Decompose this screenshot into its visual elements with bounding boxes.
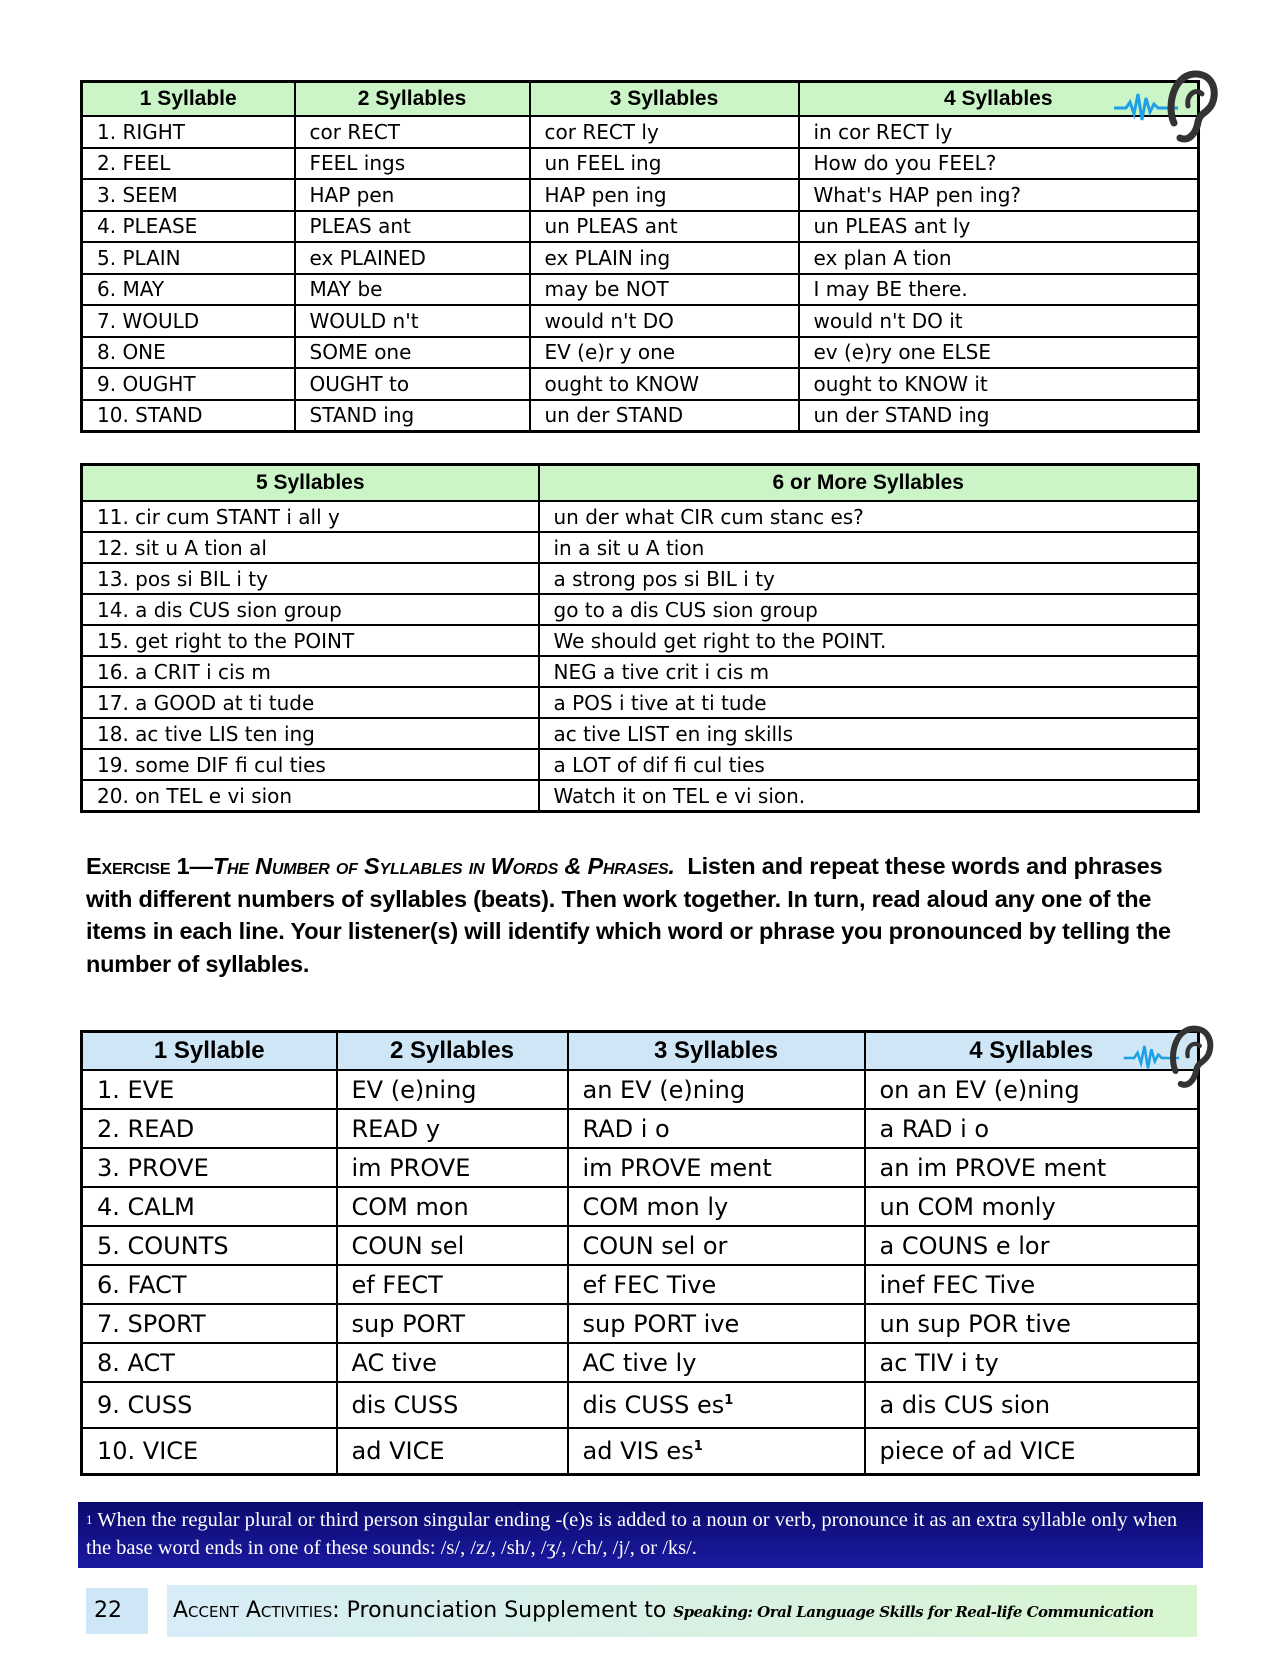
cell-text: dis CUSS [351,1391,459,1419]
table-cell [295,400,530,432]
table-cell [82,1265,337,1304]
table-cell [530,148,799,180]
cell-text: 1. RIGHT [97,119,185,144]
cell-text: NEG a tive crit i cis m [553,659,770,684]
table-cell [337,1070,568,1109]
table-cell [799,305,1199,337]
table-cell [568,1109,865,1148]
cell-text: un der STAND [544,403,684,428]
cell-text: How do you FEEL? [813,151,997,176]
table-row [82,1109,1199,1148]
footnote-text: When the regular plural or third person singular ending -(e)s is added to a noun or verb, pronounce it as an extra syllable only when the base word ends in one of these sounds: /s/, /z/, /sh/, /ʒ/, /ch/, /j/, or /ks/. [86,1509,1178,1559]
cell-text: HAP pen [309,182,395,207]
table-cell [82,368,295,400]
table-cell [82,1382,337,1428]
table-cell [337,1226,568,1265]
table-row [82,718,1199,749]
table-cell [82,656,539,687]
table-cell [82,1148,337,1187]
page-number: 22 [86,1588,148,1634]
cell-text: im PROVE [351,1153,471,1182]
table-cell [539,501,1199,532]
table-row [82,116,1199,148]
cell-text: a RAD i o [879,1114,990,1143]
cell-text: 4. CALM [97,1192,195,1221]
table-row [82,337,1199,369]
cell-text: a dis CUS sion [879,1391,1051,1419]
table-cell [539,780,1199,812]
cell-text: an EV (e)ning [582,1075,746,1104]
cell-text: ex plan A tion [813,245,952,270]
cell-text: 17. a GOOD at ti tude [97,690,315,715]
table-cell [337,1148,568,1187]
table-cell [82,116,295,148]
table-cell [337,1187,568,1226]
table-cell [82,780,539,812]
table-row [82,148,1199,180]
table-cell [568,1382,865,1428]
table-cell [799,274,1199,306]
cell-text: would n't DO it [813,308,963,333]
header-cell: 4 Syllables [799,82,1199,117]
cell-text: ac tive LIST en ing skills [553,721,794,746]
table-cell [530,305,799,337]
cell-text: 4. PLEASE [97,214,198,239]
table-header-row [82,82,1199,117]
table-cell [799,337,1199,369]
table-cell [82,179,295,211]
table-cell [337,1428,568,1475]
cell-text: ad VIS es [582,1437,694,1465]
table-cell [568,1265,865,1304]
cell-text: a LOT of dif fi cul ties [553,752,765,777]
table-cell [568,1304,865,1343]
ear-soundwave-icon [1122,1022,1217,1094]
cell-text: 20. on TEL e vi sion [97,783,293,808]
table-cell [82,594,539,625]
table-cell [530,179,799,211]
cell-text: 14. a dis CUS sion group [97,597,342,622]
header-cell: 3 Syllables [568,1032,865,1071]
table-cell [865,1109,1199,1148]
cell-text: STAND ing [309,403,415,428]
footnote-ref: 1 [724,1393,734,1408]
cell-text: 6. FACT [97,1270,187,1299]
header-cell: 2 Syllables [337,1032,568,1071]
table-cell [799,179,1199,211]
cell-text: 9. CUSS [97,1391,193,1419]
table-cell [82,1304,337,1343]
cell-text: 9. OUGHT [97,371,196,396]
table-cell [568,1226,865,1265]
cell-text: What's HAP pen ing? [813,182,1022,207]
table-cell [530,211,799,243]
cell-text: 13. pos si BIL i ty [97,566,268,591]
table-cell [865,1382,1199,1428]
exercise-label: Exercise 1— [86,853,213,879]
cell-text: ex PLAIN ing [544,245,671,270]
cell-text: EV (e)r y one [544,340,676,365]
table-row [82,780,1199,812]
cell-text: 10. STAND [97,403,203,428]
cell-text: We should get right to the POINT. [553,628,887,653]
cell-text: un PLEAS ant [544,214,678,239]
table-cell [82,400,295,432]
table-row [82,625,1199,656]
cell-text: ef FECT [351,1270,443,1299]
exercise-title: The Number of Syllables in Words & Phrases. [212,853,675,879]
table-row [82,594,1199,625]
table-cell [82,274,295,306]
cell-text: cor RECT [309,119,401,144]
footnote-mark: 1 [86,1512,93,1527]
cell-text: COUN sel or [582,1231,728,1260]
cell-text: Watch it on TEL e vi sion. [553,783,806,808]
table-row [82,1226,1199,1265]
cell-text: ef FEC Tive [582,1270,717,1299]
cell-text: would n't DO [544,308,674,333]
cell-text: inef FEC Tive [879,1270,1036,1299]
table-cell [539,625,1199,656]
table-header-row [82,1032,1199,1071]
table-cell [82,532,539,563]
cell-text: 8. ACT [97,1348,175,1377]
cell-text: MAY be [309,277,383,302]
cell-text: 5. PLAIN [97,245,181,270]
table-cell [337,1109,568,1148]
cell-text: 2. FEEL [97,151,171,176]
cell-text: EV (e)ning [351,1075,477,1104]
cell-text: COM mon ly [582,1192,729,1221]
table-row [82,532,1199,563]
cell-text: 18. ac tive LIS ten ing [97,721,315,746]
table-cell [82,718,539,749]
table-cell [568,1070,865,1109]
table-cell [799,211,1199,243]
cell-text: 19. some DIF fi cul ties [97,752,326,777]
header-cell: 1 Syllable [82,1032,337,1071]
table-cell [865,1428,1199,1475]
book-title: Speaking: Oral Language Skills for Real-life Communication [673,1603,1154,1621]
table-cell [568,1428,865,1475]
table-cell [82,749,539,780]
cell-text: on an EV (e)ning [879,1075,1080,1104]
table-cell [82,337,295,369]
cell-text: 3. SEEM [97,182,178,207]
table-row [82,305,1199,337]
cell-text: 5. COUNTS [97,1231,229,1260]
table-cell [568,1148,865,1187]
cell-text: ought to KNOW it [813,371,988,396]
table-cell [530,400,799,432]
table-row [82,749,1199,780]
table-cell [82,1070,337,1109]
table-cell [530,242,799,274]
table-cell [530,116,799,148]
cell-text: WOULD n't [309,308,419,333]
table-row [82,1428,1199,1475]
table-row [82,368,1199,400]
table-row [82,563,1199,594]
ear-soundwave-icon [1112,68,1222,148]
syllable-table-3 [80,1030,1200,1476]
table-cell [82,687,539,718]
cell-text: COUN sel [351,1231,465,1260]
table-cell [530,337,799,369]
cell-text: 8. ONE [97,340,166,365]
cell-text: COM mon [351,1192,469,1221]
cell-text: 6. MAY [97,277,165,302]
cell-text: 11. cir cum STANT i all y [97,504,340,529]
table-cell [337,1304,568,1343]
table-cell [82,501,539,532]
table-cell [82,1428,337,1475]
syllable-table-2 [80,463,1200,813]
footnote-box [78,1502,1203,1568]
cell-text: PLEAS ant [309,214,411,239]
cell-text: un der STAND ing [813,403,990,428]
cell-text: 7. WOULD [97,308,200,333]
cell-text: AC tive [351,1348,437,1377]
cell-text: un PLEAS ant ly [813,214,971,239]
cell-text: un der what CIR cum stanc es? [553,504,864,529]
table-cell [295,179,530,211]
table-cell [865,1343,1199,1382]
table-row [82,1148,1199,1187]
table-row [82,400,1199,432]
page-footer [167,1585,1197,1637]
table-row [82,274,1199,306]
table-cell [865,1187,1199,1226]
footnote-ref: 1 [693,1439,703,1454]
table-row [82,687,1199,718]
cell-text: a strong pos si BIL i ty [553,566,775,591]
cell-text: piece of ad VICE [879,1437,1076,1465]
cell-text: ac TIV i ty [879,1348,999,1377]
table-cell [337,1382,568,1428]
table-cell [82,563,539,594]
cell-text: RAD i o [582,1114,670,1143]
table-cell [799,400,1199,432]
cell-text: un COM monly [879,1192,1056,1221]
cell-text: READ y [351,1114,441,1143]
cell-text: ex PLAINED [309,245,426,270]
table-cell [337,1265,568,1304]
table-cell [799,368,1199,400]
table-cell [539,656,1199,687]
table-row [82,1343,1199,1382]
table-row [82,179,1199,211]
cell-text: SOME one [309,340,412,365]
table-cell [295,305,530,337]
header-cell: 2 Syllables [295,82,530,117]
cell-text: in a sit u A tion [553,535,705,560]
table-cell [539,532,1199,563]
table-cell [295,242,530,274]
table-cell [539,687,1199,718]
table-row [82,1187,1199,1226]
table-row [82,501,1199,532]
cell-text: a POS i tive at ti tude [553,690,767,715]
header-cell: 5 Syllables [82,465,539,502]
table-cell [82,1187,337,1226]
table-cell [82,1343,337,1382]
cell-text: 2. READ [97,1114,195,1143]
cell-text: un FEEL ing [544,151,662,176]
cell-text: ought to KNOW [544,371,700,396]
table-row [82,1304,1199,1343]
header-cell: 1 Syllable [82,82,295,117]
table-row [82,1070,1199,1109]
table-row [82,211,1199,243]
cell-text: a COUNS e lor [879,1231,1050,1260]
table-cell [337,1343,568,1382]
cell-text: in cor RECT ly [813,119,953,144]
syllable-table-1 [80,80,1200,433]
cell-text: 16. a CRIT i cis m [97,659,271,684]
cell-text: 15. get right to the POINT [97,628,355,653]
table-cell [799,242,1199,274]
cell-text: dis CUSS es [582,1391,725,1419]
table-cell [82,211,295,243]
table-cell [82,1226,337,1265]
table-cell [568,1187,865,1226]
table-cell [295,274,530,306]
cell-text: 3. PROVE [97,1153,209,1182]
table-cell [539,563,1199,594]
table-cell [865,1226,1199,1265]
cell-text: OUGHT to [309,371,410,396]
table-cell [82,625,539,656]
cell-text: sup PORT [351,1309,466,1338]
cell-text: may be NOT [544,277,669,302]
exercise-body: Listen and repeat these words and phrases with different numbers of syllables (beats). Then work together. In turn, read aloud any one of the items in each line. Your listener(s) will identify which word or phrase you pronounced by telling the number of syllables. [86,853,1171,977]
exercise-instructions [86,850,1196,980]
header-cell: 4 Syllables [865,1032,1199,1071]
table-cell [530,368,799,400]
table-cell [295,337,530,369]
table-row [82,1382,1199,1428]
cell-text: AC tive ly [582,1348,697,1377]
table-cell [295,368,530,400]
table-cell [799,148,1199,180]
cell-text: 1. EVE [97,1075,175,1104]
cell-text: 12. sit u A tion al [97,535,267,560]
cell-text: 10. VICE [97,1437,199,1465]
cell-text: im PROVE ment [582,1153,772,1182]
cell-text: 7. SPORT [97,1309,206,1338]
cell-text: I may BE there. [813,277,968,302]
cell-text: FEEL ings [309,151,406,176]
header-cell: 6 or More Syllables [539,465,1199,502]
cell-text: an im PROVE ment [879,1153,1107,1182]
header-cell: 3 Syllables [530,82,799,117]
cell-text: sup PORT ive [582,1309,740,1338]
table-cell [295,116,530,148]
table-cell [82,242,295,274]
series-name: Accent Activities [173,1598,333,1623]
cell-text: un sup POR tive [879,1309,1071,1338]
table-cell [865,1148,1199,1187]
table-row [82,656,1199,687]
table-cell [295,148,530,180]
table-row [82,242,1199,274]
table-cell [539,749,1199,780]
footer-subtitle: : Pronunciation Supplement to [332,1598,674,1623]
table-cell [865,1304,1199,1343]
table-cell [530,274,799,306]
table-cell [82,1109,337,1148]
table-cell [82,305,295,337]
table-row [82,1265,1199,1304]
cell-text: cor RECT ly [544,119,659,144]
cell-text: HAP pen ing [544,182,667,207]
table-cell [568,1343,865,1382]
table-cell [539,594,1199,625]
table-cell [865,1265,1199,1304]
table-header-row [82,465,1199,502]
cell-text: ev (e)ry one ELSE [813,340,992,365]
table-cell [82,148,295,180]
table-cell [539,718,1199,749]
cell-text: ad VICE [351,1437,445,1465]
table-cell [295,211,530,243]
cell-text: go to a dis CUS sion group [553,597,818,622]
